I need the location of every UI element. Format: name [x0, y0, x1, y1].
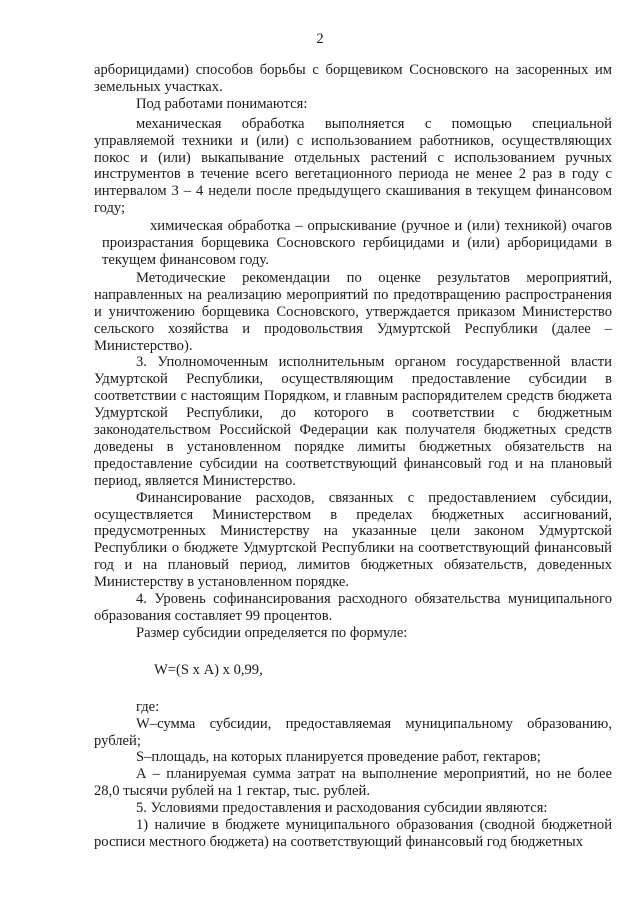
paragraph-financing: Финансирование расходов, связанных с предоставлением субсидии, осуществляется Министерством в пределах бюджетных ассигнований, предусмотренных Министерству на указанные цели законом Удмуртской Республики о бюджете Удмуртской Республики на соответствующий финансовый год и на плановый период, лимитов бюджетных обязательств, доведенных Министерству в установленном порядке. [94, 489, 612, 591]
paragraph-works-intro: Под работами понимаются: [136, 95, 308, 112]
page-number: 2 [316, 31, 324, 47]
paragraph-where: где: [136, 698, 160, 715]
subsidy-formula: W=(S х A) х 0,99, [154, 661, 263, 678]
paragraph-w-definition: W–сумма субсидии, предоставляемая муниципальному образованию, рублей; [94, 715, 612, 749]
paragraph-chemical-treatment: химическая обработка – опрыскивание (ручное и (или) техникой) очагов произрастания борщевика Сосновского гербицидами и (или) арборицидами в текущем финансовом году. [102, 218, 612, 268]
paragraph-a-definition: А – планируемая сумма затрат на выполнение мероприятий, но не более 28,0 тысячи рублей на 1 гектар, тыс. рублей. [94, 766, 612, 800]
paragraph-section-4: 4. Уровень софинансирования расходного обязательства муниципального образования составляет 99 процентов. [94, 591, 612, 624]
paragraph-section-5: 5. Условиями предоставления и расходования субсидии являются: [136, 800, 548, 817]
paragraph-continuation: арборицидами) способов борьбы с борщевиком Сосновского на засоренных им земельных участках. [94, 62, 612, 95]
paragraph-s-definition: S–площадь, на которых планируется проведение работ, гектаров; [136, 749, 541, 766]
paragraph-mechanical-treatment: механическая обработка выполняется с помощью специальной управляемой техники и (или) с использованием работников, осуществляющих покос и (или) выкапывание отдельных растений с использованием ручных инструментов в течение всего вегетационного периода не менее 2 раз в году с интервалом 3 – 4 недели после предыдущего скашивания в текущем финансовом году; [94, 115, 612, 217]
paragraph-formula-intro: Размер субсидии определяется по формуле: [136, 624, 408, 641]
paragraph-condition-1: 1) наличие в бюджете муниципального образования (сводной бюджетной росписи местного бюджета) на соответствующий финансовый год бюджетных [94, 817, 612, 850]
paragraph-section-3: 3. Уполномоченным исполнительным органом государственной власти Удмуртской Республики, осуществляющим предоставление субсидии в соответствии с настоящим Порядком, и главным распорядителем средств бюджета Удмуртской Республики, до которого в соответствии с бюджетным законодательством Российской Федерации как получателя бюджетных средств доведены в установленном порядке лимиты бюджетных обязательств на предоставление субсидии на соответствующий финансовый год и на плановый период, является Министерство. [94, 354, 612, 489]
paragraph-methodical-recommendations: Методические рекомендации по оценке результатов мероприятий, направленных на реализацию мероприятий по предотвращению распространения и уничтожению борщевика Сосновского, утверждается приказом Министерство сельского хозяйства и продовольствия Удмуртской Республики (далее – Министерство). [94, 269, 612, 354]
document-body [94, 62, 612, 851]
